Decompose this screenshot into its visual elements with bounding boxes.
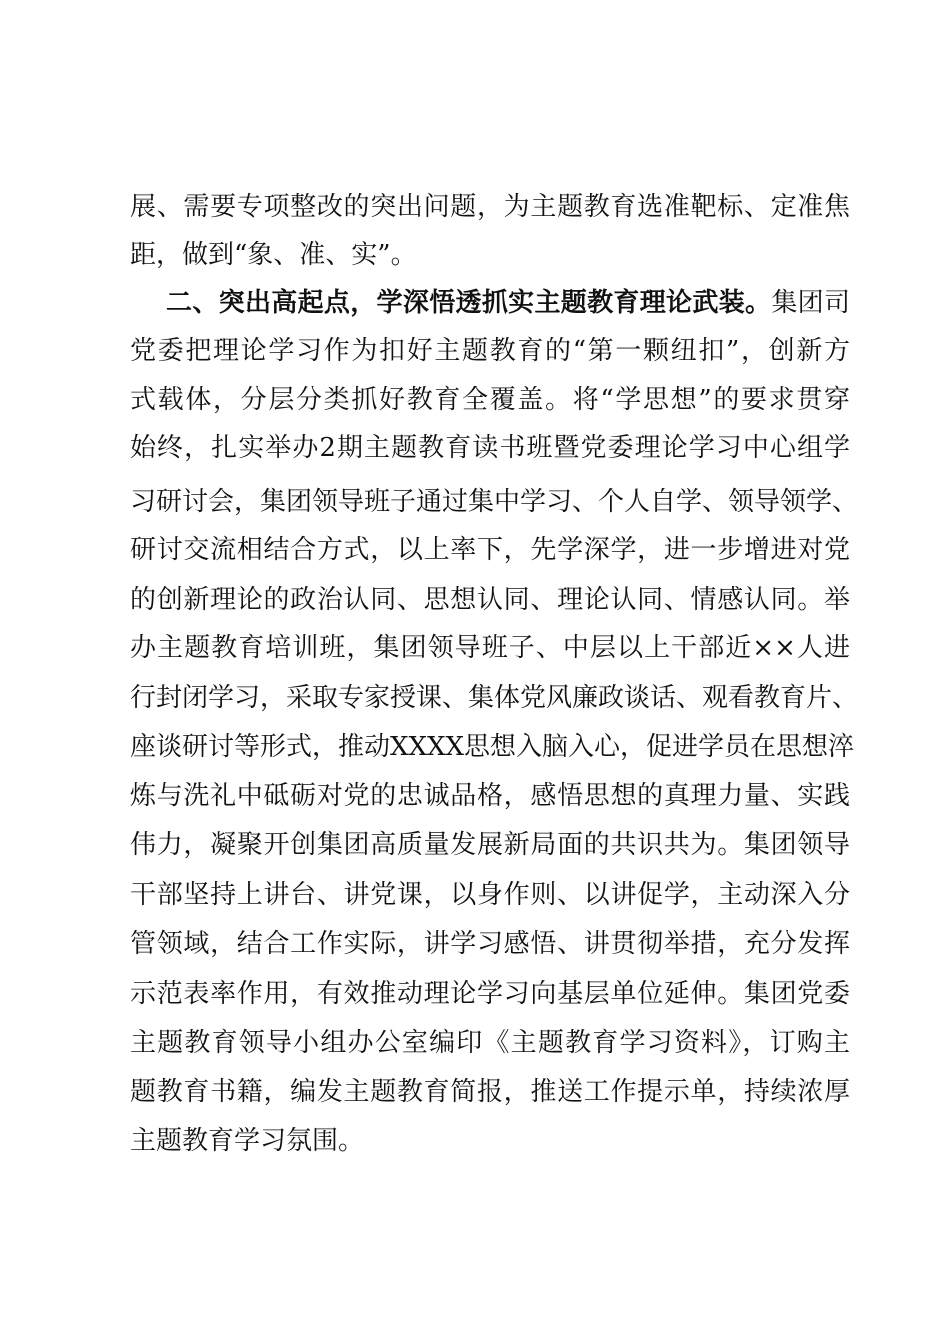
- paragraph-line: 研讨交流相结合方式，以上率下，先学深学，进一步增进对党: [130, 535, 850, 565]
- paragraph-line: 主题教育领导小组办公室编印《主题教育学习资料》，订购主: [130, 1028, 850, 1058]
- paragraph-line: 办主题教育培训班，集团领导班子、中层以上干部近××人进: [130, 633, 850, 663]
- paragraph-line: 伟力，凝聚开创集团高质量发展新局面的共识共为。集团领导: [130, 830, 850, 860]
- paragraph-line: 党委把理论学习作为扣好主题教育的“第一颗纽扣”，创新方: [130, 336, 850, 366]
- paragraph-line: 式载体，分层分类抓好教育全覆盖。将“学思想”的要求贯穿: [130, 385, 850, 415]
- paragraph-line: 习研讨会，集团领导班子通过集中学习、个人自学、领导领学、: [130, 487, 859, 517]
- section-heading-line: [166, 283, 850, 323]
- paragraph-line: 座谈研讨等形式，推动XXXX思想入脑入心，促进学员在思想淬: [130, 732, 855, 762]
- paragraph-line: 距，做到“象、准、实”。: [130, 240, 417, 270]
- paragraph-line: 的创新理论的政治认同、思想认同、理论认同、情感认同。举: [130, 585, 850, 615]
- paragraph-line: 炼与洗礼中砥砺对党的忠诚品格，感悟思想的真理力量、实践: [130, 781, 850, 811]
- paragraph-line: 管领域，结合工作实际，讲学习感悟、讲贯彻举措，充分发挥: [130, 929, 850, 959]
- paragraph-text: 集团司: [771, 288, 850, 318]
- paragraph-line: 主题教育学习氛围。: [130, 1126, 365, 1156]
- paragraph-line: 展、需要专项整改的突出问题，为主题教育选准靶标、定准焦: [130, 192, 850, 222]
- paragraph-line: 行封闭学习，采取专家授课、集体党风廉政谈话、观看教育片、: [130, 683, 859, 713]
- section-heading: 二、突出高起点，学深悟透抓实主题教育理论武装。: [166, 288, 772, 318]
- paragraph-line: 始终，扎实举办2期主题教育读书班暨党委理论学习中心组学: [130, 433, 850, 463]
- paragraph-line: 干部坚持上讲台、讲党课，以身作则、以讲促学，主动深入分: [130, 880, 850, 910]
- paragraph-line: 题教育书籍，编发主题教育简报，推送工作提示单，持续浓厚: [130, 1077, 850, 1107]
- paragraph-line: 示范表率作用，有效推动理论学习向基层单位延伸。集团党委: [130, 979, 850, 1009]
